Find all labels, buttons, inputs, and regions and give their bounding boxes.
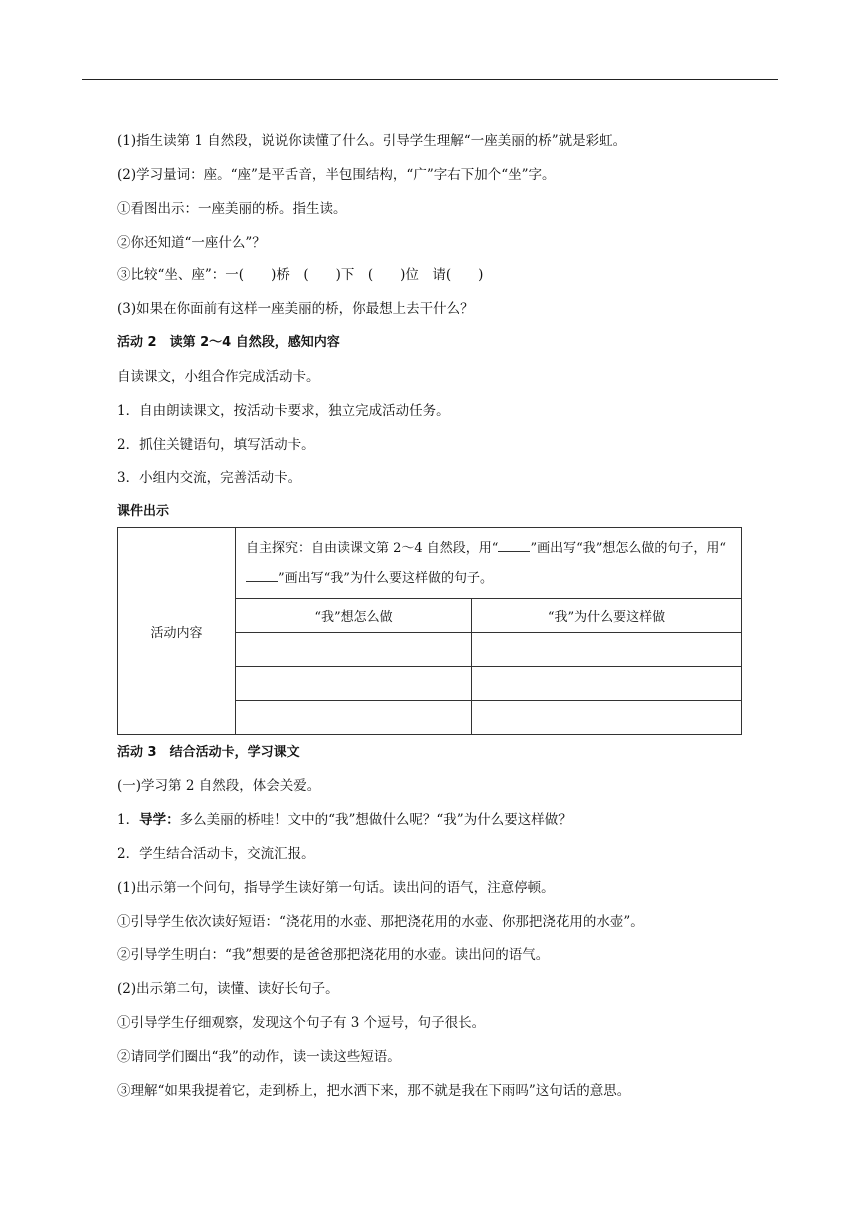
courseware-heading: 课件出示 [117, 504, 170, 519]
card-instruction [236, 528, 742, 599]
text-line: (2)出示第二句，读懂、读好长句子。 [117, 981, 339, 997]
guide-text: 多么美丽的桥哇！文中的“我”想做什么呢？“我”为什么要这样做？ [179, 812, 572, 828]
text-line: (1)指生读第 1 自然段，说说你读懂了什么。引导学生理解“一座美丽的桥”就是彩虹。 [117, 133, 627, 149]
text-line: ①看图出示：一座美丽的桥。指生读。 [117, 201, 347, 217]
activity-card-table [117, 527, 742, 735]
text-line: ②你还知道“一座什么”？ [117, 235, 266, 251]
card-intro-part2: ”画出写“我”想怎么做的句子，用“ [530, 541, 727, 556]
card-cell [472, 667, 742, 701]
guide-prefix: 1． [117, 812, 140, 828]
activity-2-intro: 自读课文，小组合作完成活动卡。 [117, 369, 320, 385]
card-cell [236, 701, 472, 735]
guide-label: 导学： [139, 812, 180, 828]
card-cell [236, 633, 472, 667]
text-line: (一)学习第 2 自然段，体会关爱。 [117, 778, 321, 794]
activity-2-heading: 活动 2 读第 2～4 自然段，感知内容 [117, 335, 340, 350]
card-cell [472, 633, 742, 667]
text-line: 2．学生结合活动卡，交流汇报。 [117, 846, 315, 862]
card-row-label: 活动内容 [118, 528, 236, 735]
activity-2-step: 2．抓住关键语句，填写活动卡。 [117, 437, 315, 453]
text-line: (1)出示第一个问句，指导学生读好第一句话。读出问的语气，注意停顿。 [117, 880, 555, 896]
text-line: ②请同学们圈出“我”的动作，读一读这些短语。 [117, 1049, 401, 1065]
card-col-header-2: “我”为什么要这样做 [472, 599, 742, 633]
underline-blank [498, 539, 530, 552]
text-line: (2)学习量词：座。“座”是平舌音，半包围结构，“广”字右下加个“坐”字。 [117, 167, 556, 183]
card-intro-part1: 自主探究：自由读课文第 2～4 自然段，用“ [246, 541, 499, 556]
text-line: ②引导学生明白：“我”想要的是爸爸那把浇花用的水壶。读出问的语气。 [117, 947, 550, 963]
text-line: (3)如果在你面前有这样一座美丽的桥，你最想上去干什么？ [117, 301, 474, 317]
guide-line [117, 811, 572, 829]
card-col-header-1: “我”想怎么做 [236, 599, 472, 633]
activity-2-step: 3．小组内交流，完善活动卡。 [117, 470, 302, 486]
text-line: ①引导学生仔细观察，发现这个句子有 3 个逗号，句子很长。 [117, 1015, 486, 1031]
underline-blank [246, 569, 278, 582]
text-line: ①引导学生依次读好短语：“浇花用的水壶、那把浇花用的水壶、你那把浇花用的水壶”。 [117, 914, 644, 930]
header-rule [82, 79, 778, 80]
activity-3-heading: 活动 3 结合活动卡，学习课文 [117, 745, 300, 760]
card-cell [472, 701, 742, 735]
card-cell [236, 667, 472, 701]
text-line: ③比较“坐、座”：一( )桥 ( )下 ( )位 请( ) [117, 267, 484, 283]
text-line: ③理解“如果我提着它，走到桥上，把水洒下来，那不就是我在下雨吗”这句话的意思。 [117, 1083, 631, 1099]
card-intro-part3: ”画出写“我”为什么要这样做的句子。 [278, 571, 493, 586]
activity-2-step: 1．自由朗读课文，按活动卡要求，独立完成活动任务。 [117, 403, 450, 419]
